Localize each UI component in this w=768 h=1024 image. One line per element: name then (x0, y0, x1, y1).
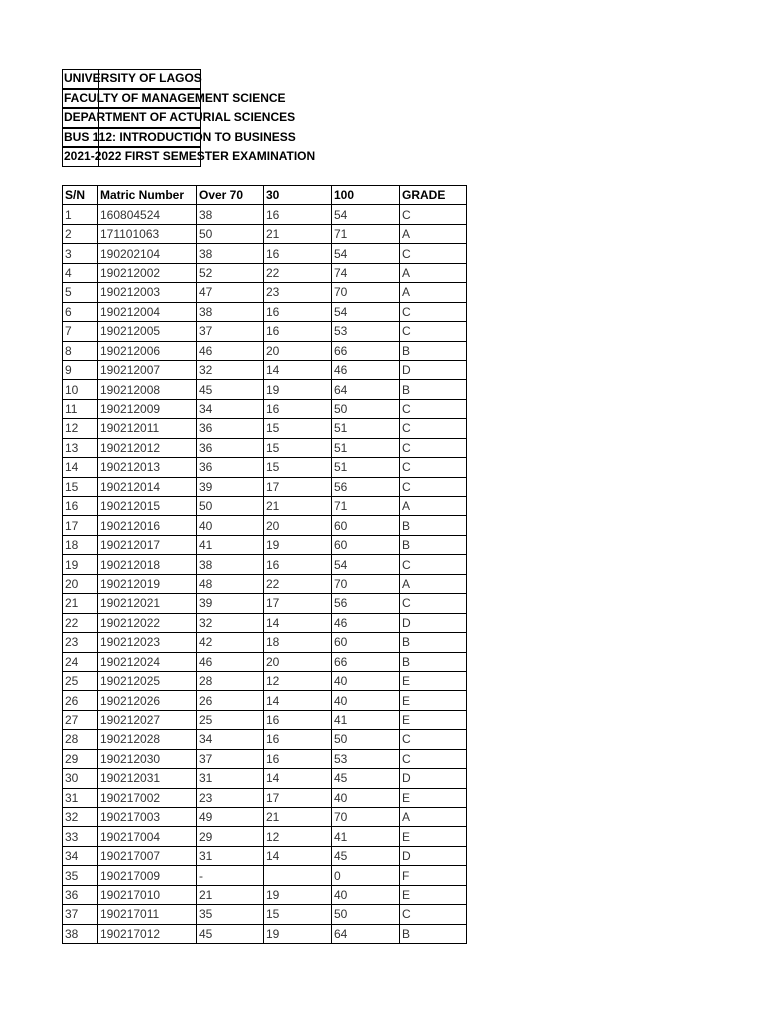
cell-30: 21 (264, 497, 332, 516)
cell-30: 16 (264, 555, 332, 574)
cell-matric-number: 190212013 (98, 458, 197, 477)
cell-sn: 14 (63, 458, 98, 477)
cell-100: 45 (332, 769, 400, 788)
cell-30: 14 (264, 613, 332, 632)
cell-grade: B (400, 341, 467, 360)
cell-over-70: 25 (197, 710, 264, 729)
cell-sn: 30 (63, 769, 98, 788)
cell-over-70: 23 (197, 788, 264, 807)
cell-grade: A (400, 263, 467, 282)
cell-100: 60 (332, 516, 400, 535)
cell-30 (264, 866, 332, 885)
cell-matric-number: 190212022 (98, 613, 197, 632)
cell-30: 15 (264, 458, 332, 477)
table-row (63, 574, 467, 593)
cell-sn: 13 (63, 438, 98, 457)
cell-100: 71 (332, 497, 400, 516)
cell-sn: 31 (63, 788, 98, 807)
column-header-sn: S/N (63, 186, 98, 205)
cell-matric-number: 190212002 (98, 263, 197, 282)
table-row (63, 263, 467, 282)
table-row (63, 749, 467, 768)
cell-100: 70 (332, 283, 400, 302)
table-row (63, 885, 467, 904)
cell-grade: C (400, 594, 467, 613)
cell-grade: B (400, 652, 467, 671)
cell-30: 16 (264, 244, 332, 263)
cell-100: 66 (332, 341, 400, 360)
table-row (63, 691, 467, 710)
results-body (63, 205, 467, 944)
cell-grade: D (400, 769, 467, 788)
cell-100: 41 (332, 710, 400, 729)
cell-30: 16 (264, 710, 332, 729)
cell-over-70: 38 (197, 302, 264, 321)
table-row (63, 419, 467, 438)
cell-grade: C (400, 205, 467, 224)
cell-matric-number: 190212004 (98, 302, 197, 321)
table-row (63, 399, 467, 418)
cell-100: 56 (332, 477, 400, 496)
cell-30: 16 (264, 749, 332, 768)
cell-30: 17 (264, 788, 332, 807)
cell-over-70: 36 (197, 438, 264, 457)
table-row (63, 652, 467, 671)
cell-100: 50 (332, 399, 400, 418)
cell-100: 40 (332, 671, 400, 690)
cell-over-70: 45 (197, 380, 264, 399)
cell-30: 21 (264, 224, 332, 243)
cell-sn: 20 (63, 574, 98, 593)
cell-sn: 29 (63, 749, 98, 768)
cell-30: 20 (264, 652, 332, 671)
table-row (63, 322, 467, 341)
table-row (63, 341, 467, 360)
cell-grade: C (400, 302, 467, 321)
cell-100: 70 (332, 808, 400, 827)
cell-grade: D (400, 846, 467, 865)
cell-100: 46 (332, 613, 400, 632)
cell-30: 21 (264, 808, 332, 827)
table-row (63, 224, 467, 243)
cell-30: 12 (264, 827, 332, 846)
cell-sn: 28 (63, 730, 98, 749)
cell-100: 71 (332, 224, 400, 243)
exam-title: 2021-2022 FIRST SEMESTER EXAMINATION (64, 149, 316, 163)
cell-sn: 35 (63, 866, 98, 885)
cell-matric-number: 190212021 (98, 594, 197, 613)
university-name: UNIVERSITY OF LAGOS (64, 71, 202, 85)
cell-sn: 9 (63, 360, 98, 379)
cell-over-70: 40 (197, 516, 264, 535)
cell-30: 20 (264, 516, 332, 535)
cell-30: 12 (264, 671, 332, 690)
cell-grade: C (400, 419, 467, 438)
cell-grade: C (400, 458, 467, 477)
cell-30: 16 (264, 322, 332, 341)
cell-grade: B (400, 924, 467, 943)
table-header-row (63, 186, 467, 205)
cell-100: 54 (332, 302, 400, 321)
cell-matric-number: 190212008 (98, 380, 197, 399)
cell-sn: 16 (63, 497, 98, 516)
cell-sn: 17 (63, 516, 98, 535)
cell-matric-number: 190212015 (98, 497, 197, 516)
cell-grade: C (400, 244, 467, 263)
results-table (62, 185, 467, 944)
cell-matric-number: 190212007 (98, 360, 197, 379)
cell-matric-number: 190212005 (98, 322, 197, 341)
cell-matric-number: 190217010 (98, 885, 197, 904)
cell-over-70: 32 (197, 613, 264, 632)
cell-over-70: 37 (197, 322, 264, 341)
cell-30: 18 (264, 633, 332, 652)
cell-over-70: 34 (197, 730, 264, 749)
cell-over-70: 48 (197, 574, 264, 593)
cell-sn: 4 (63, 263, 98, 282)
cell-100: 74 (332, 263, 400, 282)
cell-sn: 33 (63, 827, 98, 846)
cell-over-70: 28 (197, 671, 264, 690)
cell-grade: B (400, 535, 467, 554)
cell-30: 15 (264, 438, 332, 457)
cell-100: 53 (332, 322, 400, 341)
cell-over-70: 26 (197, 691, 264, 710)
cell-grade: C (400, 555, 467, 574)
cell-30: 15 (264, 905, 332, 924)
cell-30: 16 (264, 205, 332, 224)
cell-grade: A (400, 808, 467, 827)
table-row (63, 302, 467, 321)
table-row (63, 438, 467, 457)
cell-matric-number: 190217003 (98, 808, 197, 827)
cell-matric-number: 190212011 (98, 419, 197, 438)
column-header-100: 100 (332, 186, 400, 205)
cell-100: 51 (332, 419, 400, 438)
cell-sn: 23 (63, 633, 98, 652)
cell-matric-number: 190212027 (98, 710, 197, 729)
table-row (63, 283, 467, 302)
table-row (63, 497, 467, 516)
cell-sn: 32 (63, 808, 98, 827)
cell-over-70: 39 (197, 477, 264, 496)
cell-30: 14 (264, 846, 332, 865)
cell-100: 40 (332, 885, 400, 904)
cell-sn: 8 (63, 341, 98, 360)
cell-100: 40 (332, 691, 400, 710)
cell-matric-number: 190217012 (98, 924, 197, 943)
cell-sn: 1 (63, 205, 98, 224)
cell-100: 51 (332, 458, 400, 477)
cell-sn: 22 (63, 613, 98, 632)
cell-sn: 7 (63, 322, 98, 341)
cell-30: 16 (264, 730, 332, 749)
cell-grade: E (400, 671, 467, 690)
cell-grade: D (400, 613, 467, 632)
cell-over-70: 35 (197, 905, 264, 924)
cell-grade: A (400, 224, 467, 243)
cell-matric-number: 190212014 (98, 477, 197, 496)
table-row (63, 380, 467, 399)
cell-grade: A (400, 574, 467, 593)
cell-over-70: 32 (197, 360, 264, 379)
column-header-matric-number: Matric Number (98, 186, 197, 205)
cell-grade: C (400, 905, 467, 924)
cell-30: 14 (264, 360, 332, 379)
course-title: BUS 112: INTRODUCTION TO BUSINESS (64, 129, 296, 144)
table-row (63, 827, 467, 846)
cell-100: 64 (332, 380, 400, 399)
cell-matric-number: 190212016 (98, 516, 197, 535)
cell-grade: C (400, 322, 467, 341)
cell-30: 19 (264, 885, 332, 904)
cell-30: 22 (264, 263, 332, 282)
cell-30: 16 (264, 302, 332, 321)
cell-30: 19 (264, 924, 332, 943)
table-row (63, 905, 467, 924)
cell-matric-number: 190212023 (98, 633, 197, 652)
cell-matric-number: 190212026 (98, 691, 197, 710)
cell-30: 19 (264, 535, 332, 554)
cell-over-70: 49 (197, 808, 264, 827)
cell-grade: E (400, 885, 467, 904)
cell-sn: 24 (63, 652, 98, 671)
cell-matric-number: 171101063 (98, 224, 197, 243)
cell-sn: 12 (63, 419, 98, 438)
table-row (63, 730, 467, 749)
cell-100: 53 (332, 749, 400, 768)
cell-100: 46 (332, 360, 400, 379)
cell-sn: 19 (63, 555, 98, 574)
cell-100: 60 (332, 633, 400, 652)
cell-over-70: 52 (197, 263, 264, 282)
cell-over-70: 36 (197, 458, 264, 477)
cell-over-70: 50 (197, 224, 264, 243)
cell-grade: C (400, 749, 467, 768)
table-row (63, 846, 467, 865)
cell-grade: B (400, 380, 467, 399)
cell-matric-number: 190212006 (98, 341, 197, 360)
cell-100: 40 (332, 788, 400, 807)
table-row (63, 360, 467, 379)
department-name: DEPARTMENT OF ACTURIAL SCIENCES (64, 110, 296, 124)
cell-grade: C (400, 399, 467, 418)
cell-grade: C (400, 438, 467, 457)
cell-over-70: 46 (197, 652, 264, 671)
cell-sn: 27 (63, 710, 98, 729)
table-row (63, 244, 467, 263)
table-row (63, 788, 467, 807)
cell-sn: 21 (63, 594, 98, 613)
cell-sn: 26 (63, 691, 98, 710)
faculty-name: FACULTY OF MANAGEMENT SCIENCE (64, 90, 286, 105)
column-header-30: 30 (264, 186, 332, 205)
cell-sn: 25 (63, 671, 98, 690)
cell-over-70: 45 (197, 924, 264, 943)
document-header (62, 69, 462, 167)
cell-grade: B (400, 516, 467, 535)
cell-over-70: 39 (197, 594, 264, 613)
cell-matric-number: 190212025 (98, 671, 197, 690)
table-row (63, 594, 467, 613)
cell-100: 54 (332, 555, 400, 574)
cell-over-70: 21 (197, 885, 264, 904)
cell-100: 56 (332, 594, 400, 613)
cell-grade: E (400, 827, 467, 846)
cell-sn: 10 (63, 380, 98, 399)
cell-over-70: 46 (197, 341, 264, 360)
column-header-grade: GRADE (400, 186, 467, 205)
cell-matric-number: 190212031 (98, 769, 197, 788)
cell-grade: E (400, 788, 467, 807)
cell-100: 50 (332, 905, 400, 924)
table-row (63, 808, 467, 827)
cell-30: 22 (264, 574, 332, 593)
table-row (63, 924, 467, 943)
cell-matric-number: 160804524 (98, 205, 197, 224)
table-row (63, 458, 467, 477)
cell-matric-number: 190217007 (98, 846, 197, 865)
table-row (63, 769, 467, 788)
cell-sn: 38 (63, 924, 98, 943)
table-row (63, 205, 467, 224)
cell-grade: C (400, 477, 467, 496)
cell-matric-number: 190212003 (98, 283, 197, 302)
cell-over-70: 41 (197, 535, 264, 554)
cell-30: 15 (264, 419, 332, 438)
cell-30: 14 (264, 691, 332, 710)
cell-matric-number: 190217009 (98, 866, 197, 885)
cell-sn: 6 (63, 302, 98, 321)
cell-over-70: 38 (197, 244, 264, 263)
cell-30: 14 (264, 769, 332, 788)
cell-grade: E (400, 710, 467, 729)
cell-over-70: 34 (197, 399, 264, 418)
cell-matric-number: 190212019 (98, 574, 197, 593)
cell-30: 23 (264, 283, 332, 302)
cell-100: 54 (332, 244, 400, 263)
cell-matric-number: 190212024 (98, 652, 197, 671)
cell-over-70: - (197, 866, 264, 885)
table-row (63, 671, 467, 690)
cell-30: 17 (264, 477, 332, 496)
cell-matric-number: 190217004 (98, 827, 197, 846)
cell-100: 45 (332, 846, 400, 865)
cell-sn: 36 (63, 885, 98, 904)
cell-over-70: 36 (197, 419, 264, 438)
table-row (63, 477, 467, 496)
cell-sn: 15 (63, 477, 98, 496)
cell-over-70: 37 (197, 749, 264, 768)
cell-matric-number: 190212012 (98, 438, 197, 457)
table-row (63, 710, 467, 729)
cell-over-70: 29 (197, 827, 264, 846)
cell-100: 64 (332, 924, 400, 943)
cell-100: 66 (332, 652, 400, 671)
cell-100: 41 (332, 827, 400, 846)
cell-matric-number: 190217011 (98, 905, 197, 924)
cell-over-70: 42 (197, 633, 264, 652)
cell-grade: C (400, 730, 467, 749)
cell-matric-number: 190212028 (98, 730, 197, 749)
cell-sn: 37 (63, 905, 98, 924)
cell-over-70: 38 (197, 205, 264, 224)
cell-sn: 2 (63, 224, 98, 243)
cell-grade: B (400, 633, 467, 652)
cell-grade: A (400, 497, 467, 516)
cell-sn: 5 (63, 283, 98, 302)
cell-over-70: 38 (197, 555, 264, 574)
cell-sn: 11 (63, 399, 98, 418)
cell-over-70: 47 (197, 283, 264, 302)
column-header-over-70: Over 70 (197, 186, 264, 205)
cell-grade: E (400, 691, 467, 710)
cell-100: 0 (332, 866, 400, 885)
cell-30: 20 (264, 341, 332, 360)
cell-sn: 3 (63, 244, 98, 263)
cell-grade: F (400, 866, 467, 885)
cell-matric-number: 190212030 (98, 749, 197, 768)
cell-over-70: 50 (197, 497, 264, 516)
cell-30: 17 (264, 594, 332, 613)
cell-sn: 18 (63, 535, 98, 554)
table-row (63, 535, 467, 554)
cell-over-70: 31 (197, 846, 264, 865)
cell-matric-number: 190212017 (98, 535, 197, 554)
cell-matric-number: 190212009 (98, 399, 197, 418)
cell-sn: 34 (63, 846, 98, 865)
table-row (63, 633, 467, 652)
cell-100: 54 (332, 205, 400, 224)
cell-matric-number: 190217002 (98, 788, 197, 807)
table-row (63, 613, 467, 632)
cell-100: 50 (332, 730, 400, 749)
table-row (63, 866, 467, 885)
cell-100: 70 (332, 574, 400, 593)
cell-grade: A (400, 283, 467, 302)
cell-matric-number: 190212018 (98, 555, 197, 574)
cell-30: 19 (264, 380, 332, 399)
cell-grade: D (400, 360, 467, 379)
cell-matric-number: 190202104 (98, 244, 197, 263)
cell-100: 51 (332, 438, 400, 457)
cell-100: 60 (332, 535, 400, 554)
table-row (63, 516, 467, 535)
cell-30: 16 (264, 399, 332, 418)
cell-over-70: 31 (197, 769, 264, 788)
table-row (63, 555, 467, 574)
